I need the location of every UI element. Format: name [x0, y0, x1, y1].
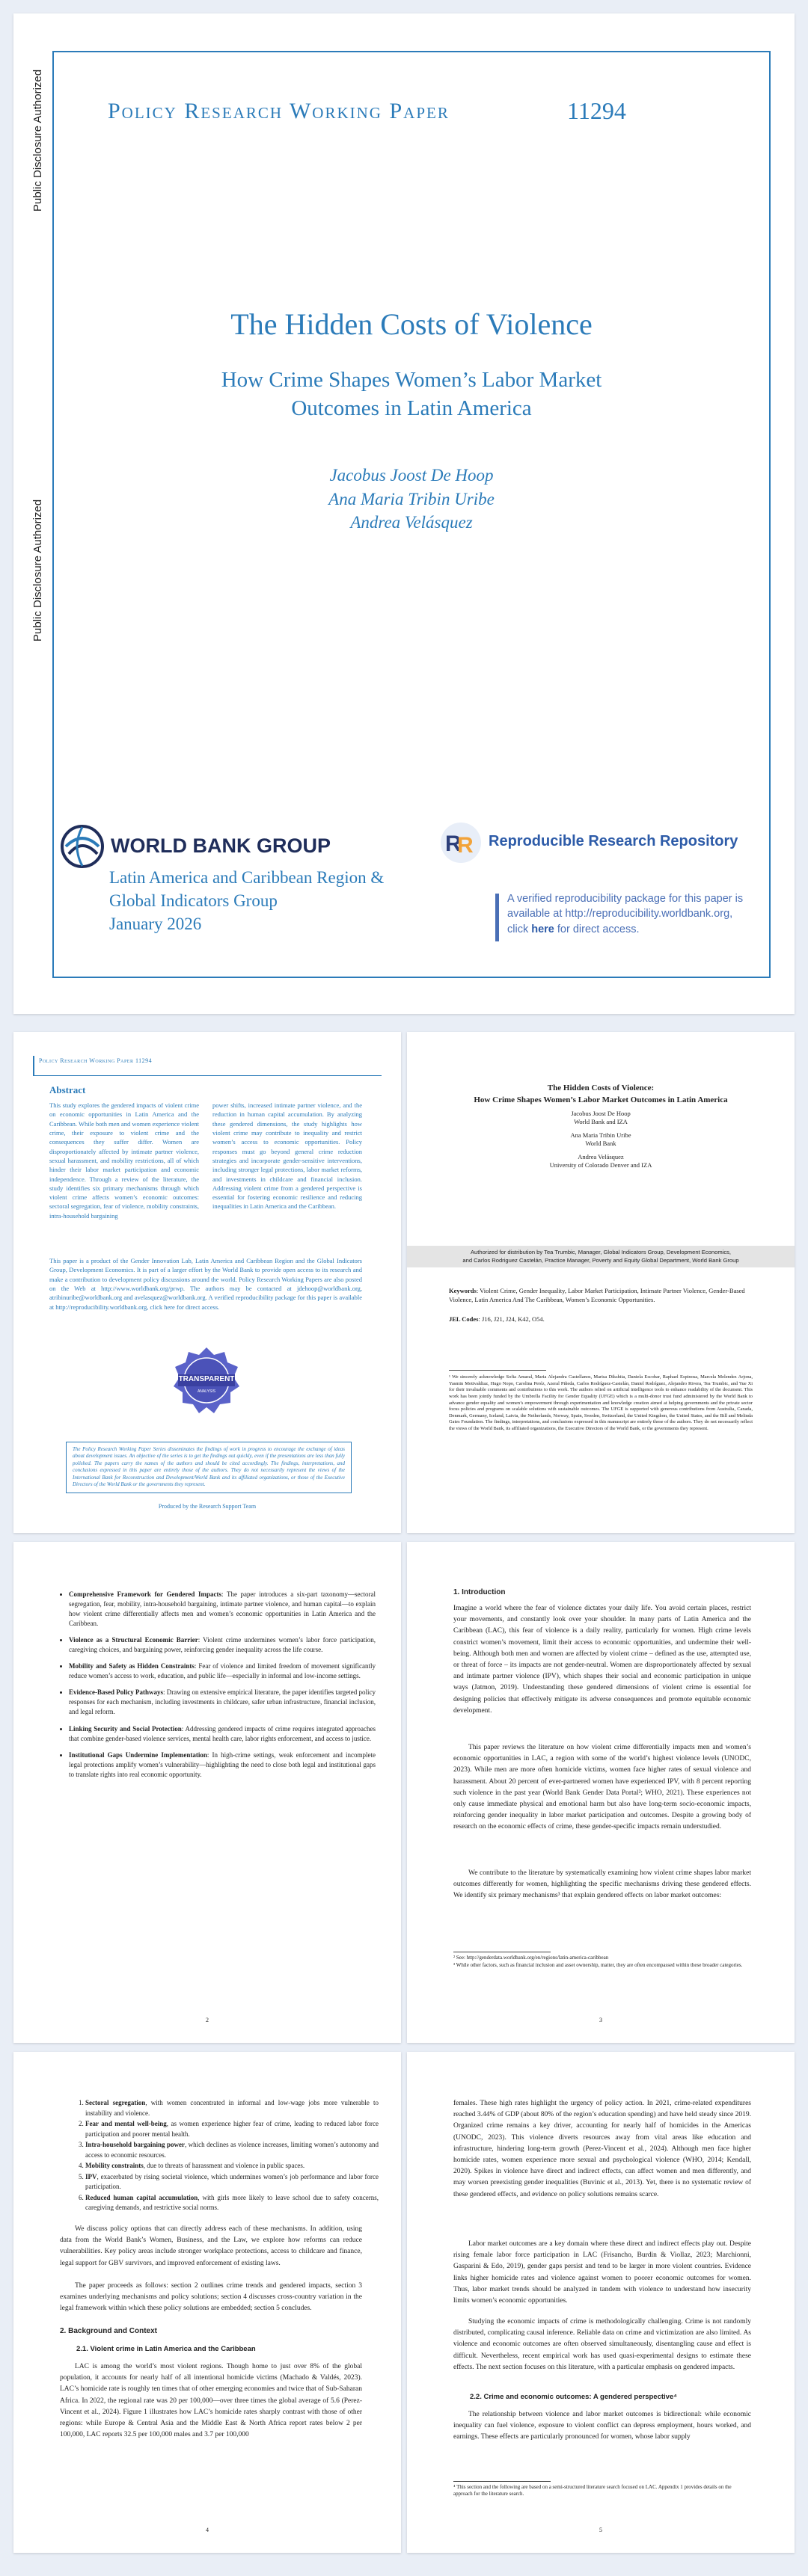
background-paragraph-1: We discuss policy options that can directly address each of these mechanisms. In addition, using data from the World Bank’s Women, Business, and the Law, we explore how reforms can reduce vulnerabilities. Key policy areas include stronger workplace protections, access to childcare and finance, legal support for GBV survivors, and improved enforcement of existing laws. [60, 2225, 362, 2267]
rrr-note [507, 891, 743, 937]
mechanism-item-title: Intra-household bargaining power [85, 2141, 185, 2148]
abstract-page [13, 1032, 401, 1533]
author-2: Ana Maria Tribin Uribe [328, 489, 495, 508]
mechanism-item-text: , with girls more likely to leave school due to safety concerns, caregiving demands, and restrictive social norms. [85, 2193, 379, 2211]
affil-2-name: Ana Maria Tribin Uribe [570, 1131, 631, 1139]
globe-icon [60, 824, 105, 869]
publication-date: January 2026 [109, 914, 202, 934]
mechanism-item [85, 2172, 379, 2192]
footnote-4: ⁴ This section and the following are based on a semi-structured literature search focused on LAC. Appendix 1 provides details on the approach for the literature search. [453, 2484, 732, 2497]
intro-paragraph-2: This paper reviews the literature on how violent crime differentially impacts men and women’s economic opportunities in LAC, a region with some of the world’s highest violence levels (UNODC, 2023). While men are more often homicide victims, women face higher rates of sexual violence and harassment. About 20 percent of ever-partnered women have experienced IPV, with 8 percent reporting such violence in the past year (World Bank Gender Data Portal²; WHO, 2021). These experiences not only cause immediate physical and emotional harm but also have long-term socio-economic impacts, reinforcing gender inequality in labor market participation and outcomes. Despite a growing body of research on the economic effects of crime, these gender-specific impacts remain understudied. [453, 1744, 751, 1831]
keywords [449, 1286, 753, 1305]
affil-2-inst: World Bank [585, 1140, 616, 1148]
highlight-item-title: Comprehensive Framework for Gendered Impacts [69, 1590, 221, 1598]
highlights-page [13, 1542, 401, 2043]
authorization-line-1: Authorized for distribution by Tea Trumbic, Manager, Global Indicators Group, Development Economics, [470, 1249, 732, 1255]
unit-line-1: Latin America and Caribbean Region & [109, 868, 385, 887]
abstract-heading: Abstract [49, 1084, 86, 1095]
badge-text: TRANSPARENT [178, 1375, 235, 1383]
rrr-accent-bar [495, 894, 499, 941]
highlight-item-text: : Violent crime undermines women’s labor force participation, caregiving choices, and bargaining power, reinforcing gender inequality across the life course. [69, 1636, 376, 1654]
mechanism-item-text: , as women experience higher fear of crime, leading to reduced labor force participation and poorer mental health. [85, 2120, 379, 2138]
affiliations [407, 1110, 795, 1170]
affil-3 [407, 1153, 795, 1170]
footnote-rule [449, 1370, 546, 1371]
mechanism-item [85, 2140, 379, 2160]
gender-data-link[interactable]: ² See: http://genderdata.worldbank.org/en/regions/latin-america-caribbean [453, 1955, 609, 1961]
highlight-item-title: Mobility and Safety as Hidden Constraints [69, 1662, 195, 1670]
highlight-item [69, 1750, 376, 1780]
background-heading: 2. Background and Context [60, 2327, 158, 2335]
mechanism-item-text: , due to threats of harassment and violence in public spaces. [143, 2162, 305, 2169]
highlight-item [69, 1662, 376, 1681]
authorization-line-2: and Carlos Rodriguez Castelán, Practice Manager, Poverty and Equity Global Department, World Bank Group [462, 1257, 739, 1264]
disclaimer-box: The Policy Research Working Paper Series disseminates the findings of work in progress to encourage the exchange of ideas about development issues. An objective of the series is to get the findings out quickly, even if the presentations are less than fully polished. The papers carry the names of the authors and should be cited accordingly. The findings, interpretations, and conclusions expressed in this paper are entirely those of the authors. They do not necessarily represent the views of the International Bank for Reconstruction and Development/World Bank and its affiliated organizations, or those of the Executive Directors of the World Bank or the governments they represent. [66, 1442, 352, 1493]
title-page [407, 1032, 795, 1533]
page-number-3: 3 [599, 2017, 602, 2023]
highlight-item-text: : Drawing on extensive empirical literature, the paper identifies targeted policy responses for each mechanism, including investments in childcare, safer urban infrastructure, financial inclusion, and legal reform. [69, 1688, 376, 1716]
rrr-logo-text: Reproducible Research Repository [489, 833, 738, 849]
affil-2 [407, 1131, 795, 1149]
transparent-badge [171, 1344, 242, 1416]
produced-by: Produced by the Research Support Team [158, 1503, 257, 1510]
highlight-item-title: Evidence-Based Policy Pathways [69, 1688, 163, 1697]
mechanism-list [69, 2098, 379, 2214]
introduction-page [407, 1542, 795, 2043]
mechanism-item-title: IPV [85, 2172, 97, 2180]
rrr-note-click: click [507, 923, 532, 935]
highlight-item [69, 1724, 376, 1744]
highlight-item-text: : In high-crime settings, weak enforcement and incomplete legal protections amplify women’s vulnerability—highlighting the need to close both legal and institutional gaps to translate rights into real economic opportunity. [69, 1750, 376, 1778]
rrr-note-line-2: available at http://reproducibility.worldbank.org, [507, 908, 733, 920]
jel-text: : J16, J21, J24, K42, O54. [478, 1315, 545, 1323]
affil-1-name: Jacobus Joost De Hoop [571, 1110, 631, 1117]
page-number-2: 2 [206, 2017, 209, 2023]
mechanism-item-text: , with women concentrated in informal and low-wage jobs more vulnerable to instability and violence. [85, 2099, 379, 2117]
background-paragraph-2: The paper proceeds as follows: section 2 outlines crime trends and gendered impacts, section 3 examines underlying mechanisms and policy solutions; section 4 discusses cross-country variation in the legal framework within which these policy solutions are embedded; section 5 concludes. [60, 2282, 362, 2313]
keywords-label: Keywords [449, 1287, 477, 1294]
paper-number: 11294 [567, 97, 626, 124]
abstract-col-1: This study explores the gendered impacts of violent crime on economic opportunities in Latin America and the Caribbean. While both men and women experience violent crime, their exposure to violent crime and the consequences they suffer differ. Women are disproportionately affected by intimate partner violence, sexual harassment, and mobility restrictions, all of which hinder their labor market participation and economic independence. Through a review of the literature, the study identifies six primary mechanisms through which violent crime affects women’s economic outcomes: sectoral segregation, fear of violence, mobility constraints, intra-household bargaining [49, 1101, 199, 1220]
highlight-item-text: : The paper introduces a six-part taxonomy—sectoral segregation, fear, mobility, intra-household bargaining, intimate partner violence, and human capital—to explain how violent crime differentially affects men and women’s economic opportunities in Latin America and the Caribbean. [69, 1590, 376, 1628]
authorization-band [407, 1246, 795, 1267]
highlight-item [69, 1688, 376, 1717]
affil-1 [407, 1110, 795, 1127]
page-number-5: 5 [599, 2527, 602, 2533]
inner-title-line-2: How Crime Shapes Women’s Labor Market Outcomes in Latin America [474, 1095, 728, 1104]
abstract-left-rule [33, 1056, 34, 1075]
author-list [54, 464, 769, 535]
highlight-item-title: Violence as a Structural Economic Barrier [69, 1636, 198, 1644]
background-page [13, 2052, 401, 2553]
jel-codes [449, 1315, 753, 1324]
rrr-note-line-1: A verified reproducibility package for this paper is [507, 893, 744, 905]
cover-page [13, 13, 795, 1014]
highlight-item-text: : Fear of violence and limited freedom of movement significantly reduce women’s access to work, education, and public life—especially in informal and low-income settings. [69, 1662, 376, 1680]
disclosure-label-top: Public Disclosure Authorized [31, 69, 44, 212]
mechanism-item-text: , which declines as violence increases, limiting women’s autonomy and access to economic resources. [85, 2141, 379, 2159]
paper-title: The Hidden Costs of Violence [230, 307, 593, 341]
svg-text:R: R [457, 833, 474, 858]
rrr-note-tail: for direct access. [554, 923, 640, 935]
gendered-paragraph-1: females. These high rates highlight the urgency of policy action. In 2021, crime-related expenditures reached 3.44% of GDP (about 80% of the region’s education spending) and have held steady since 2019. Organized crime remains a key driver, accounting for nearly half of homicides in the Americas (UNODC, 2023). This violence diverts resources away from vital areas like education and infrastructure, hindering long-term growth (Perez-Vincent et al., 2024). Although men face higher homicide rates, women experience more sexual and psychological violence (WHO, 2014; Kendall, 2020). Spikes in violence have direct and indirect effects, can affect women and men differently, and may worsen preexisting gender inequalities (Buvinic et al., 2013). Yet, there is no systematic review of these gendered effects, and evidence on policy solutions remains scarce. [453, 2100, 752, 2198]
affil-1-inst: World Bank and IZA [574, 1118, 628, 1126]
abstract-col-2: power shifts, increased intimate partner violence, and the reduction in human capital accumulation. By analyzing these gendered dimensions, the study highlights how violent crime may contribute to inequality and restrict women’s access to economic opportunities. Policy responses must go beyond general crime reduction strategies and incorporate gender-sensitive interventions, including stronger legal protections, labor market reforms, and investments in childcare and financial inclusion. Addressing violent crime from a gendered perspective is essential for fostering economic resilience and reducing inequalities in Latin America and the Caribbean. [212, 1101, 362, 1211]
gendered-perspective-page [407, 2052, 795, 2553]
svg-text:R: R [445, 831, 462, 856]
keywords-text: : Violent Crime, Gender Inequality, Labor Market Participation, Intimate Partner Violence, Gender-Based Violence, Latin America And The Caribbean, Women’s Economic Opportunities. [449, 1287, 745, 1304]
acknowledgements-footnote: ¹ We sincerely acknowledge Sofia Amaral, Maria Alejandra Castellanos, Marisa Dikshita, Daniela Escobar, Raphael Espinosa, Marcela Melendez Arjona, Yasmin Motivaldiaz, Hugo Nopo, Carolina Peréz, Azeral Piñeda, Carlos Rodríguez-Castelán, Daniel Rodríguez, Alejandro Rivera, Tea Trumbic, and Yue Xi for their invaluable comments and contributions to this work. The authors relied on artificial intelligence tools to enhance readability of the document. This work has been jointly funded by the Umbrella Facility for Gender Equality (UFGE) which is a multi-donor trust fund administered by the World Bank to advance gender equality and women’s empowerment through experimentation and knowledge creation aimed at helping governments and the private sector focus policies and programs on scalable solutions with sustainable outcomes. The UFGE is supported with generous contributions from Australia, Canada, Denmark, Germany, Iceland, Latvia, the Netherlands, Norway, Spain, Sweden, Switzerland, the United Kingdom, the United States, and the Bill and Melinda Gates Foundation. The findings, interpretations, and conclusions expressed in this manuscript are entirely those of the authors. They do not necessarily reflect the views of the World Bank, its affiliated organizations, the Executive Directors of the World Bank, or the governments they represent. [449, 1374, 753, 1432]
gendered-perspective-heading: 2.2. Crime and economic outcomes: A gendered perspective⁴ [470, 2393, 677, 2401]
mechanism-item [85, 2161, 379, 2171]
inner-title-line-1: The Hidden Costs of Violence: [547, 1083, 655, 1092]
rrr-note-line-3 [507, 922, 743, 937]
highlight-item-text: : Addressing gendered impacts of crime requires integrated approaches that combine gender-based violence services, mental health care, labor rights enforcement, and access to justice. [69, 1724, 376, 1742]
rr-logo-icon [439, 821, 483, 864]
gendered-paragraph-3: Studying the economic impacts of crime is methodologically challenging. Crime is not randomly distributed, complicating causal inference. Reliable data on crime and victimization are also limited. As violence and economic outcomes are often observed simultaneously, disentangling cause and effect is difficult. Nevertheless, recent empirical work has used quasi-experimental designs to estimate these effects. The next section focuses on this literature, with a particular emphasis on gendered impacts. [453, 2318, 751, 2371]
page-number-4: 4 [206, 2527, 209, 2533]
violent-crime-heading: 2.1. Violent crime in Latin America and the Caribbean [76, 2345, 256, 2353]
mechanism-item-text: , exacerbated by rising societal violence, which undermines women’s job performance and labor force participation. [85, 2172, 379, 2190]
paper-subtitle: How Crime Shapes Women’s Labor Market Outcomes in Latin America [221, 368, 602, 420]
intro-paragraph-1: Imagine a world where the fear of violence dictates your daily life. You avoid certain places, restrict your movements, and constantly look over your shoulder. In many parts of Latin America and the Caribbean (LAC), this fear of violence is a daily reality, particularly for women. High crime levels constrict women’s movement, limit their access to economic opportunities, and undermine their well-being. Although both men and women are affected by violent crime – defined as the use, attempted use, or threat of force – its impacts are not gender-neutral. Women are disproportionately affected by sexual and intimate partner violence (IPV), which shapes their social and economic participation in unique ways (Jatmon, 2019). Understanding these gendered dimensions of violent crime is essential for designing policies that effectively mitigate its adverse consequences and promote equitable economic development. [453, 1605, 751, 1715]
gendered-paragraph-2: Labor market outcomes are a key domain where these direct and indirect effects play out. Despite rising female labor force participation in LAC (Frisancho, Burdin & Viollaz, 2023; Marchionni, Gasparini & Edo, 2019), gender gaps persist and tend to be larger in more violent countries. Evidence links higher homicide rates and violence against women to poorer economic outcomes for women. Thus, labor market trends should be analyzed in tandem with violence to understand how insecurity limits women’s economic opportunities. [453, 2240, 751, 2305]
cover-frame [52, 51, 771, 978]
background-paragraph-3: LAC is among the world’s most violent regions. Though home to just over 8% of the global population, it accounts for nearly half of all intentional homicide victims (Machado & Valdés, 2023). LAC’s homicide rate is roughly ten times that of other emerging economies and twice that of Sub-Saharan Africa. In 2022, the regional rate was 20 per 100,000—over three times the global average of 5.6 (Perez-Vincent et al., 2024). Figure 1 illustrates how LAC’s homicide rates sharply contrast with those of other regions: while Europe & Central Asia and the Middle East & North Africa report rates below 2 per 100,000, LAC reports 32.5 per 100,000 males and 3.7 per 100,000 [60, 2363, 363, 2439]
unit-line-2: Global Indicators Group [109, 891, 278, 911]
badge-subtext: ANALYSIS [197, 1389, 216, 1394]
mechanism-item [85, 2193, 379, 2213]
footnote-2 [453, 1955, 751, 1961]
product-note: This paper is a product of the Gender Innovation Lab, Latin America and Caribbean Region and the Global Indicators Group, Development Economics. It is part of a larger effort by the World Bank to provide open access to its research and make a contribution to development policy discussions around the world. Policy Research Working Papers are also posted on the Web at http://www.worldbank.org/prwp. The authors may be contacted at jdehoop@worldbank.org, atribinuribe@worldbank.org and avelasquez@worldbank.org. A verified reproducibility package for this paper is available at http://reproducibility.worldbank.org, click here for direct access. [49, 1257, 362, 1311]
highlights-list [60, 1590, 376, 1786]
affil-3-inst: University of Colorado Denver and IZA [549, 1161, 652, 1169]
mechanism-item-title: Sectoral segregation [85, 2099, 146, 2106]
rrr-logo [439, 821, 761, 866]
mechanism-item-title: Mobility constraints [85, 2162, 144, 2169]
region-unit [109, 866, 384, 935]
mechanism-item [85, 2098, 379, 2118]
highlight-item-title: Linking Security and Social Protection [69, 1724, 182, 1733]
author-1: Jacobus Joost De Hoop [329, 466, 494, 485]
mechanism-item-title: Fear and mental well-being [85, 2120, 167, 2127]
mechanism-item-title: Reduced human capital accumulation [85, 2193, 198, 2201]
affil-3-name: Andrea Velásquez [578, 1152, 624, 1161]
highlight-item-title: Institutional Gaps Undermine Implementation [69, 1750, 207, 1759]
wb-logo-text: WORLD BANK GROUP [111, 834, 331, 857]
disclosure-label-bottom: Public Disclosure Authorized [31, 499, 44, 642]
rrr-here-link[interactable]: here [531, 923, 554, 935]
abstract-top-rule [33, 1075, 382, 1076]
gendered-paragraph-4: The relationship between violence and labor market outcomes is bidirectional: while economic inequality can fuel violence, exposure to violent conflict can depress employment, hours worked, and earnings. These effects are particularly pronounced for women, whose labor supply [453, 2411, 751, 2441]
highlight-item [69, 1635, 376, 1655]
inner-title [407, 1083, 795, 1107]
author-3: Andrea Velásquez [350, 513, 473, 532]
footnote-3: ³ While other factors, such as financial inclusion and asset ownership, matter, they are often encompassed within these broader categories. [453, 1962, 743, 1968]
intro-paragraph-3: We contribute to the literature by systematically examining how violent crime shapes labor market outcomes differently for women, highlighting the specific mechanisms driving these gendered effects. We identify six primary mechanisms³ that explain gendered effects on labor market outcomes: [453, 1869, 751, 1900]
abstract-series-line: Policy Research Working Paper 11294 [39, 1057, 153, 1064]
series-title: Policy Research Working Paper [108, 99, 450, 123]
jel-label: JEL Codes [449, 1315, 479, 1323]
intro-heading: 1. Introduction [453, 1588, 506, 1596]
mechanism-item [85, 2119, 379, 2139]
gendered-footnote-rule [453, 2481, 551, 2482]
world-bank-logo [60, 823, 331, 870]
highlight-item [69, 1590, 376, 1629]
